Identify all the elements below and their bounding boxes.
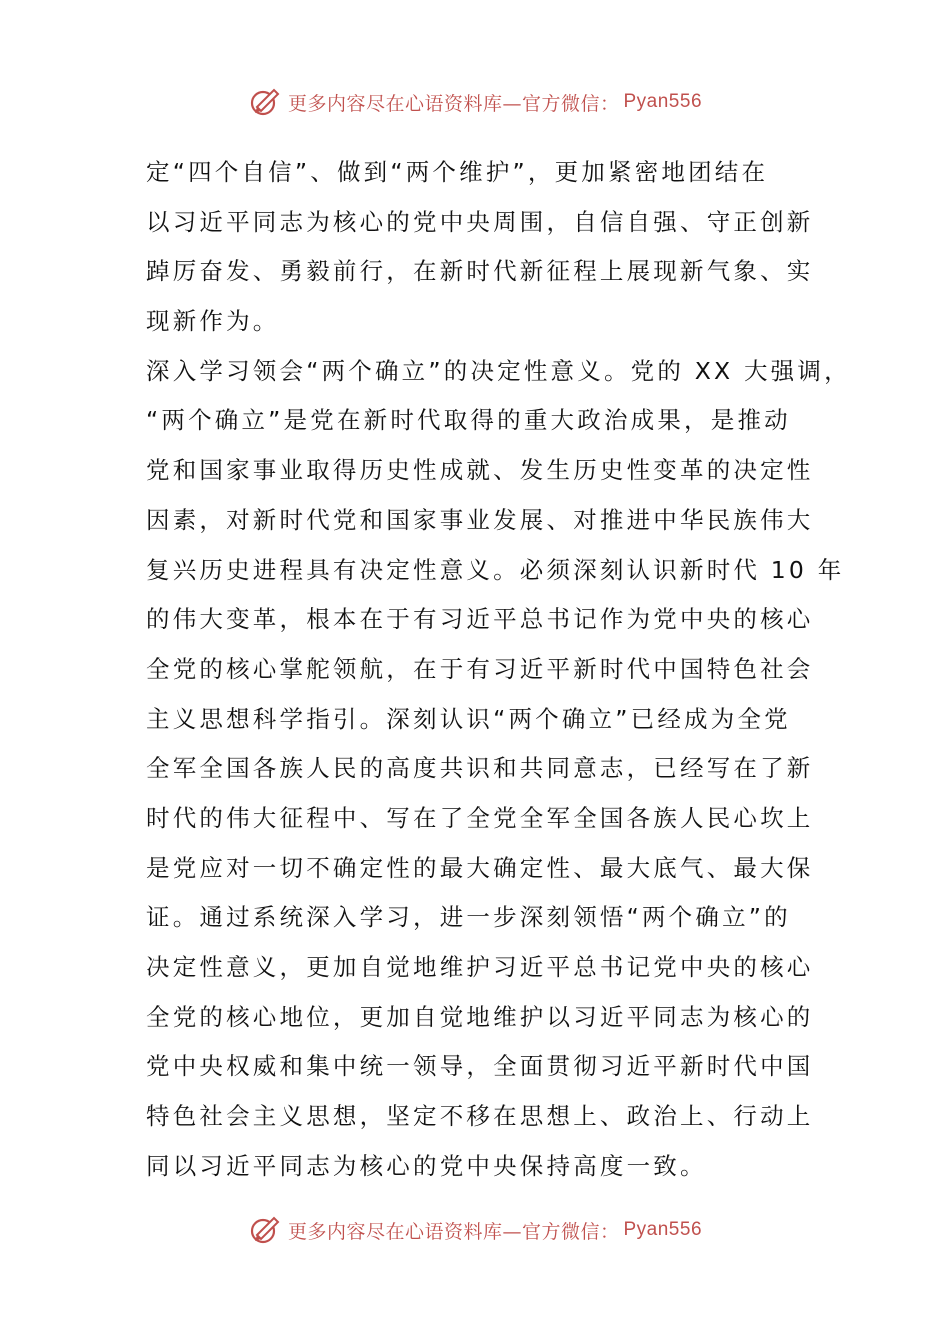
body-line: 深入学习领会“两个确立”的决定性意义。党的 XX 大强调， (146, 356, 851, 385)
body-line: 党和国家事业取得历史性成就、发生历史性变革的决定性 (146, 456, 814, 485)
footer-wechat-id: Pyan556 (623, 1219, 703, 1240)
body-line: 决定性意义，更加自觉地维护习近平总书记党中央的核心 (146, 953, 814, 981)
header-banner-text: 更多内容尽在心语资料库—官方微信： (287, 92, 620, 115)
body-line: 全军全国各族人民的高度共识和共同意志，已经写在了新 (146, 754, 814, 783)
body-line: 特色社会主义思想，坚定不移在思想上、政治上、行动上 (146, 1102, 814, 1131)
body-line: 全党的核心地位，更加自觉地维护以习近平同志为核心的 (146, 1002, 814, 1031)
body-line: 定“四个自信”、做到“两个维护”，更加紧密地团结在 (146, 158, 769, 186)
footer-banner-text: 更多内容尽在心语资料库—官方微信： (287, 1220, 620, 1243)
document-body (146, 148, 851, 1191)
body-line: “两个确立”是党在新时代取得的重大政治成果，是推动 (146, 406, 791, 435)
body-line: 主义思想科学指引。深刻认识“两个确立”已经成为全党 (146, 704, 791, 733)
body-line: 以习近平同志为核心的党中央周围，自信自强、守正创新 (146, 207, 814, 236)
body-line: 踔厉奋发、勇毅前行，在新时代新征程上展现新气象、实 (146, 257, 814, 286)
body-line: 同以习近平同志为核心的党中央保持高度一致。 (146, 1151, 707, 1180)
pen-logo-icon (248, 85, 282, 119)
body-line: 全党的核心掌舵领航，在于有习近平新时代中国特色社会 (146, 654, 814, 683)
body-line: 因素，对新时代党和国家事业发展、对推进中华民族伟大 (146, 505, 814, 534)
footer-banner (0, 1210, 950, 1250)
pen-logo-icon (248, 1213, 282, 1247)
header-wechat-id: Pyan556 (623, 91, 703, 112)
body-line: 证。通过系统深入学习，进一步深刻领悟“两个确立”的 (146, 903, 791, 932)
body-line: 复兴历史进程具有决定性意义。必须深刻认识新时代 10 年 (146, 555, 845, 584)
body-line: 现新作为。 (146, 307, 280, 336)
header-banner (0, 82, 950, 122)
body-line: 时代的伟大征程中、写在了全党全军全国各族人民心坎上 (146, 803, 814, 832)
body-line: 是党应对一切不确定性的最大确定性、最大底气、最大保 (146, 853, 814, 882)
body-line: 党中央权威和集中统一领导，全面贯彻习近平新时代中国 (146, 1052, 814, 1081)
body-line: 的伟大变革，根本在于有习近平总书记作为党中央的核心 (146, 605, 814, 634)
